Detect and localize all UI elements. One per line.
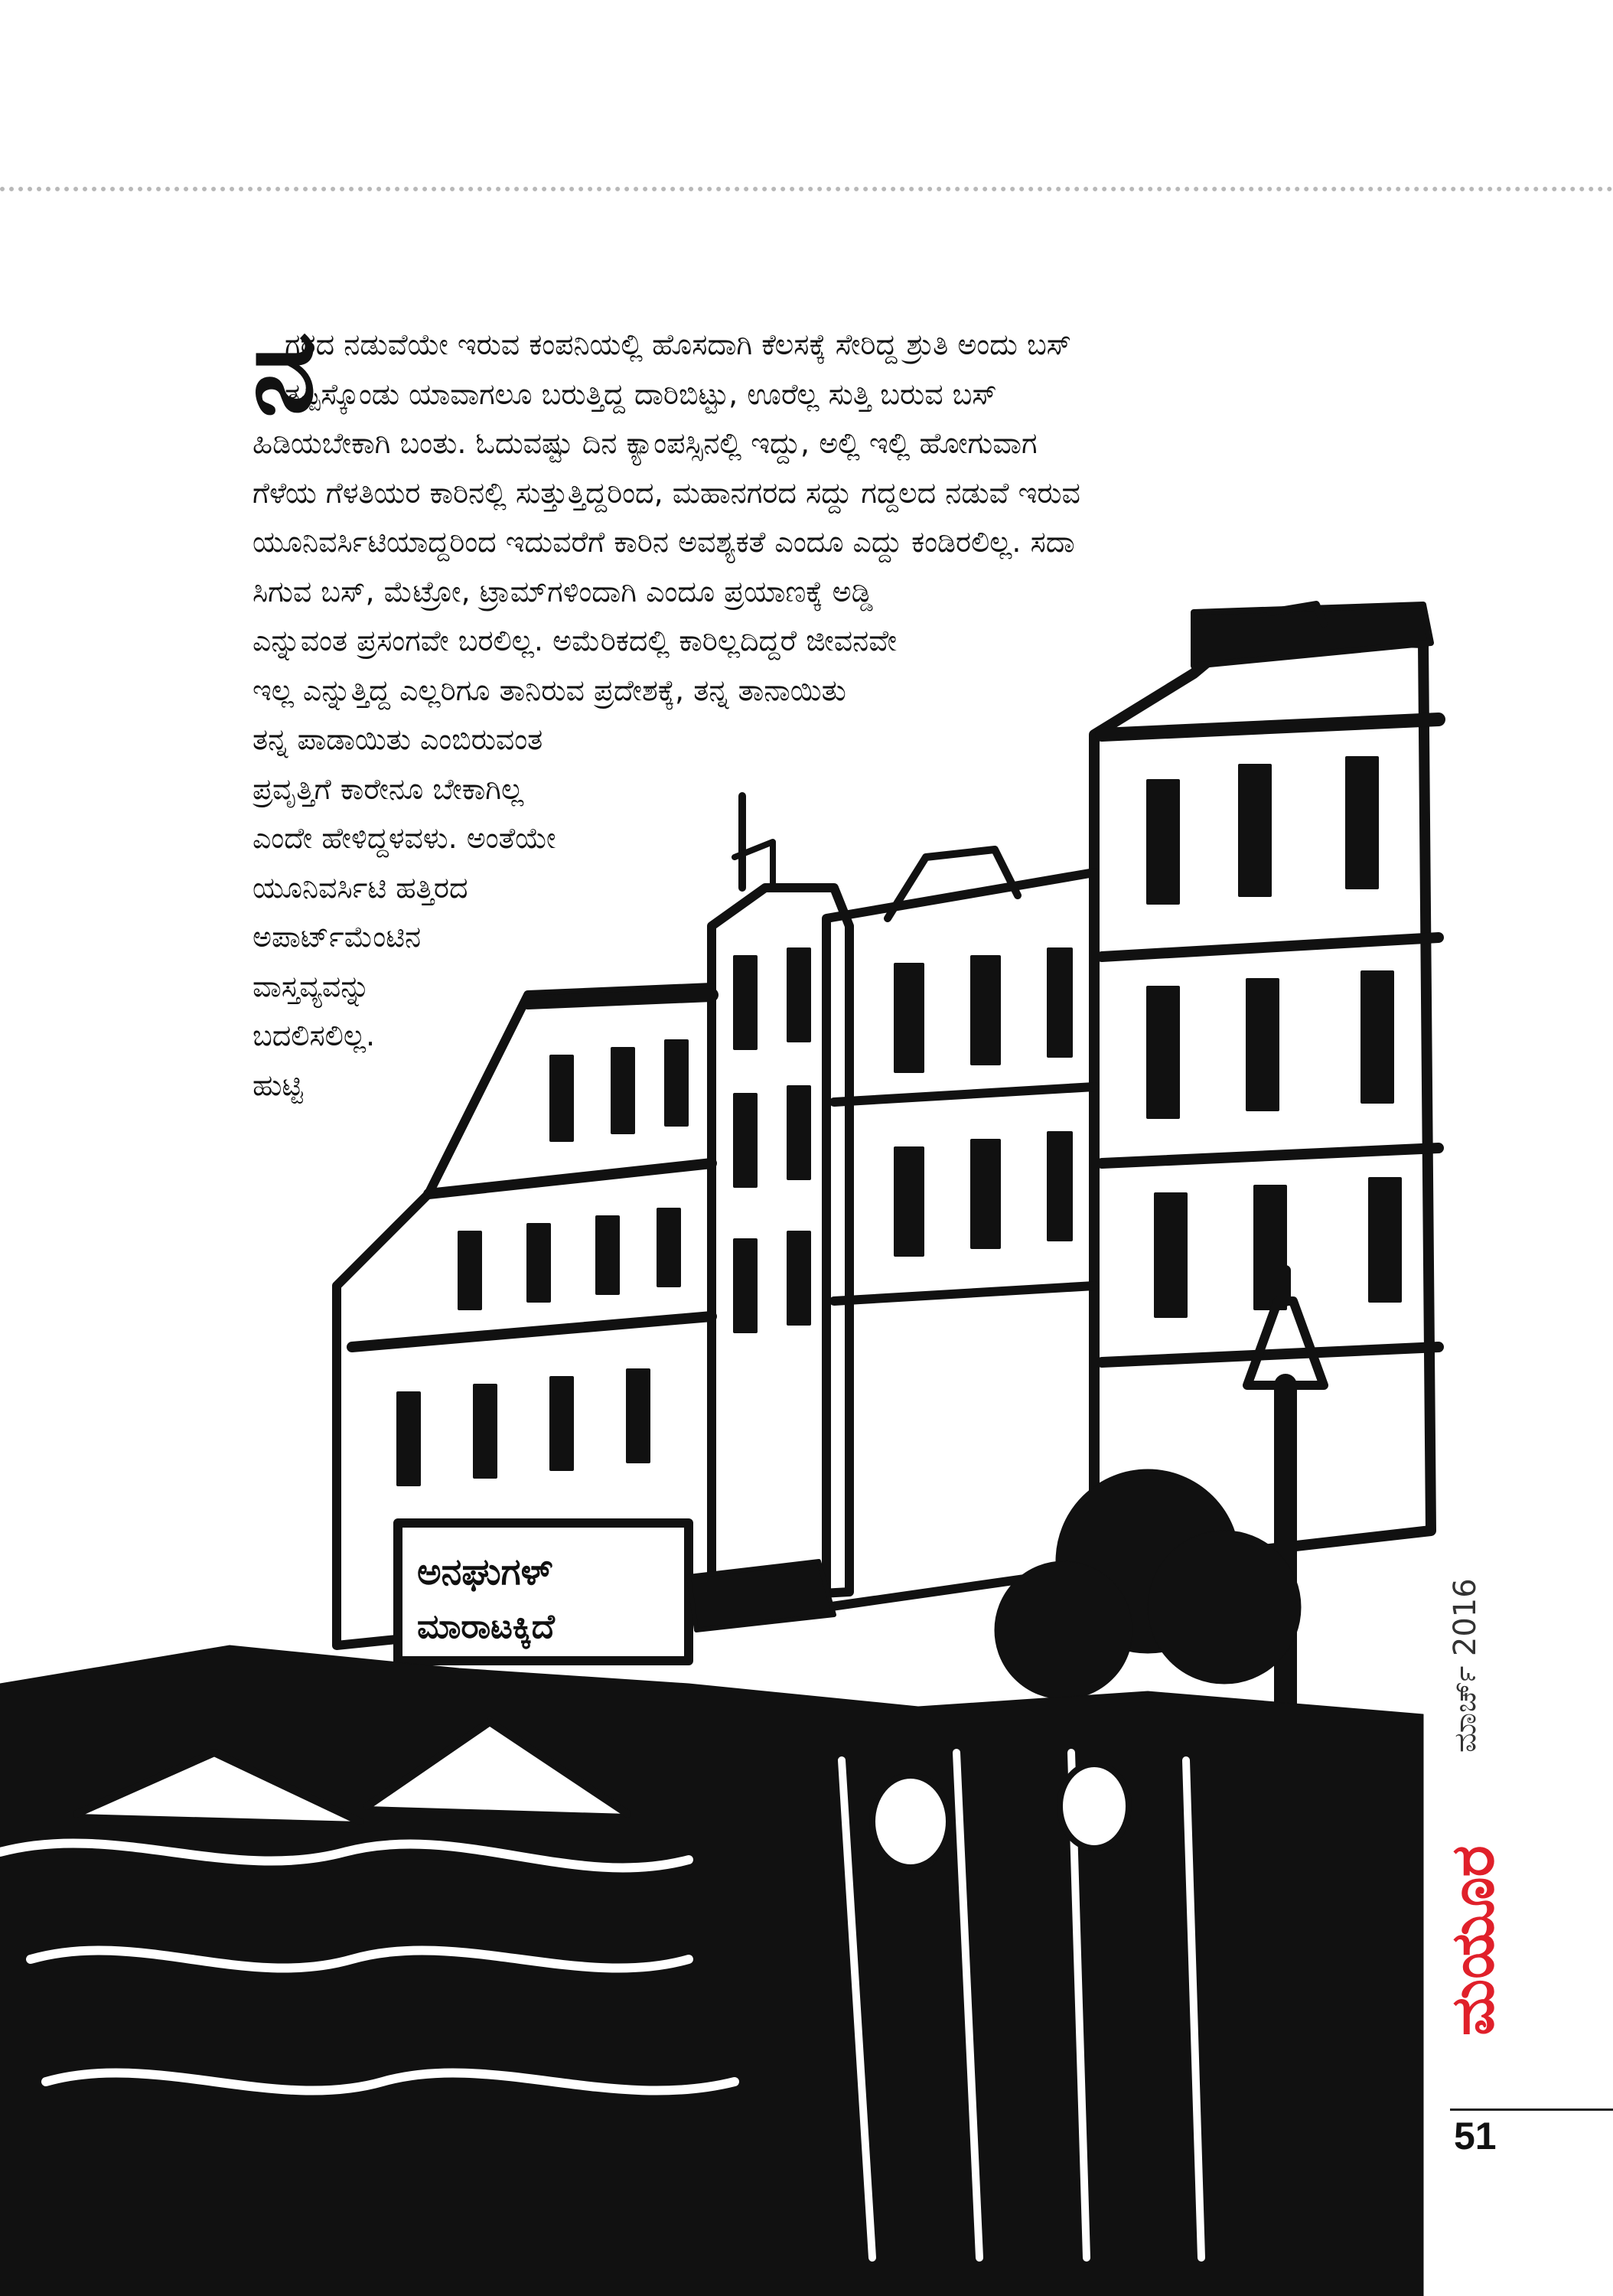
story-line: ವಾಸ್ತವ್ಯವನ್ನು xyxy=(253,969,370,1003)
page-number: 51 xyxy=(1454,2115,1497,2157)
shop-sign-text-2: ಮಾರಾಟಕ್ಕಿದೆ xyxy=(417,1607,555,1646)
issue-date: ಮಾರ್ಚ್ 2016 xyxy=(1448,1578,1483,1753)
story-line: ಬದಲಿಸಲಿಲ್ಲ. xyxy=(253,1019,376,1052)
story-line: ಅಪಾರ್ಟ್‌ಮೆಂಟಿನ xyxy=(253,920,422,954)
story-line: ಹುಟ್ಟಿ xyxy=(253,1068,303,1102)
story-line: ಪ್ರವೃತ್ತಿಗೆ ಕಾರೇನೂ ಬೇಕಾಗಿಲ್ಲ xyxy=(253,771,524,806)
story-line: ಗರದ ನಡುವೆಯೇ ಇರುವ ಕಂಪನಿಯಲ್ಲಿ ಹೊಸದಾಗಿ ಕೆಲಸಕ್ಕೆ ಸೇರಿದ್ದ ಶ್ರುತಿ ಅಂದು ಬಸ್ xyxy=(285,328,1072,361)
page-number-rule xyxy=(1450,2108,1613,2111)
story-line: ಇಲ್ಲ ಎನ್ನುತ್ತಿದ್ದ ಎಲ್ಲರಿಗೂ ತಾನಿರುವ ಪ್ರದೇಶಕ್ಕೆ, ತನ್ನ ತಾನಾಯಿತು xyxy=(253,673,846,707)
story-line: ಹಿಡಿಯಬೇಕಾಗಿ ಬಂತು. ಓದುವಷ್ಟು ದಿನ ಕ್ಯಾಂಪಸ್ಸಿನಲ್ಲಿ ಇದ್ದು, ಅಲ್ಲಿ ಇಲ್ಲಿ ಹೋಗುವಾಗ xyxy=(253,426,1038,460)
magazine-name: ಮಯೂರ xyxy=(1439,1845,1507,2036)
story-text xyxy=(253,320,1385,1110)
story-line: ಎನ್ನುವಂತ ಪ್ರಸಂಗವೇ ಬರಲಿಲ್ಲ. ಅಮೆರಿಕದಲ್ಲಿ ಕಾರಿಲ್ಲದಿದ್ದರೆ ಜೀವನವೇ xyxy=(253,624,898,657)
story-line: ಯೂನಿವರ್ಸಿಟಿ ಹತ್ತಿರದ xyxy=(253,870,468,905)
story-line: ತನ್ನ ಪಾಡಾಯಿತು ಎಂಬಿರುವಂತ xyxy=(253,722,543,756)
story-line: ತಪ್ಪಿಸ್ಕೊಂಡು ಯಾವಾಗಲೂ ಬರುತ್ತಿದ್ದ ದಾರಿಬಿಟ್ಟು, ಊರೆಲ್ಲ ಸುತ್ತಿ ಬರುವ ಬಸ್ xyxy=(285,377,997,411)
story-line: ಎಂದೇ ಹೇಳಿದ್ದಳವಳು. ಅಂತೆಯೇ xyxy=(253,821,556,855)
story-line: ಗೆಳೆಯ ಗೆಳತಿಯರ ಕಾರಿನಲ್ಲಿ ಸುತ್ತುತ್ತಿದ್ದರಿಂದ, ಮಹಾನಗರದ ಸದ್ದು ಗದ್ದಲದ ನಡುವೆ ಇರುವ xyxy=(253,475,1080,510)
story-line: ಯೂನಿವರ್ಸಿಟಿಯಾದ್ದರಿಂದ ಇದುವರೆಗೆ ಕಾರಿನ ಅವಶ್ಯಕತೆ ಎಂದೂ ಎದ್ದು ಕಂಡಿರಲಿಲ್ಲ. ಸದಾ xyxy=(253,525,1075,559)
shop-sign-text-1: ಅನಘುಗಳ್ xyxy=(417,1551,553,1593)
story-line: ಸಿಗುವ ಬಸ್, ಮೆಟ್ರೋ, ಟ್ರಾಮ್‌ಗಳಿಂದಾಗಿ ಎಂದೂ ಪ್ರಯಾಣಕ್ಕೆ ಅಡ್ಡಿ xyxy=(253,574,873,608)
drop-cap: ನ xyxy=(253,305,317,438)
